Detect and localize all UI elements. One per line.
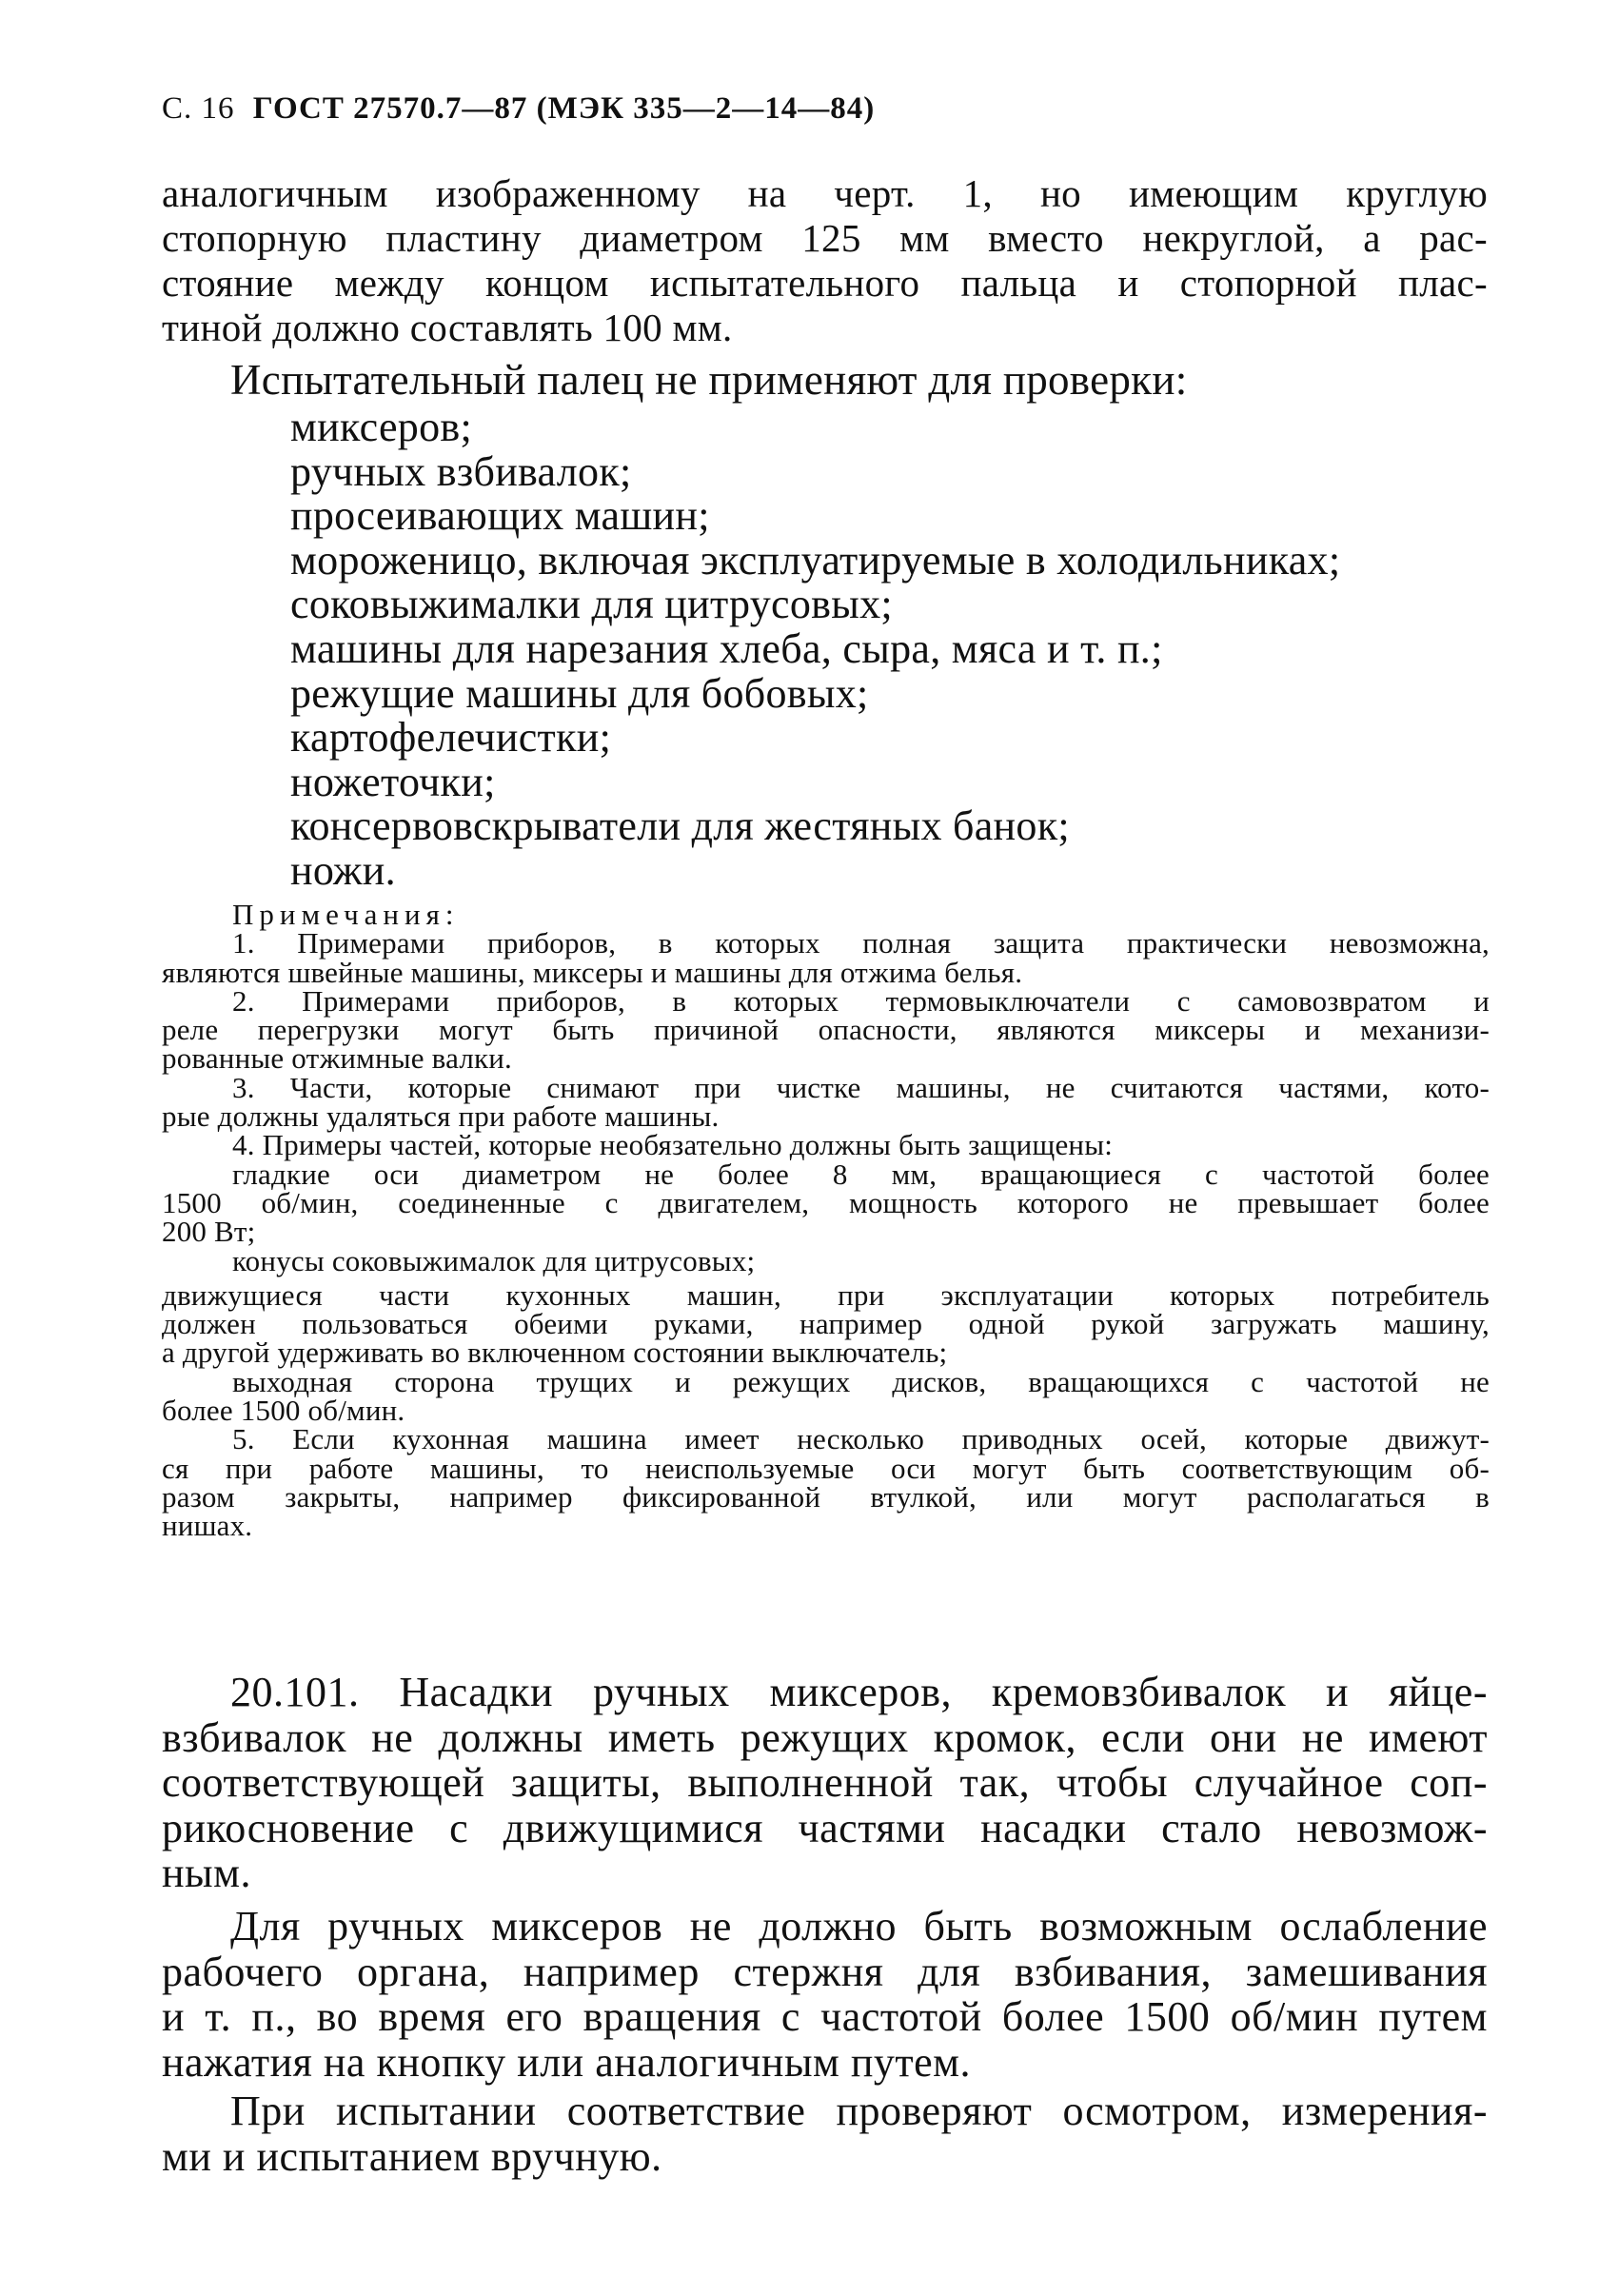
list-item: соковыжималки для цитрусовых; (290, 581, 893, 628)
note-line: рованные отжимные валки. (162, 1041, 513, 1076)
note-line: 2. Примерами приборов, в которых термовыключатели с самовозвратом и (232, 983, 1490, 1018)
list-item: ножи. (290, 846, 396, 894)
text-line: ми и испытанием вручную. (162, 2132, 662, 2180)
note-line: 5. Если кухонная машина имеет несколько приводных осей, которые движут- (232, 1422, 1490, 1456)
list-item: просеивающих машин; (290, 492, 710, 540)
note-line: разом закрыты, например фиксированной втулкой, или могут располагаться в (162, 1479, 1490, 1514)
clause-20-101 (162, 1670, 1488, 1896)
text-line: соответствующей защиты, выполненной так, чтобы случайное соп- (162, 1759, 1488, 1806)
text-line: взбивалок не должны иметь режущих кромок, если они не имеют (162, 1713, 1488, 1761)
list-item: консервовскрыватели для жестяных банок; (290, 802, 1070, 850)
clause-compliance-check (162, 2088, 1488, 2179)
note-line: нишах. (162, 1509, 253, 1543)
clause-hand-mixers (162, 1904, 1488, 2085)
text-line: При испытании соответствие проверяют осмотром, измерения- (230, 2088, 1488, 2134)
page-header (162, 89, 875, 128)
text-line: ным. (162, 1850, 251, 1896)
note-line: более 1500 об/мин. (162, 1394, 405, 1428)
list-item: режущие машины для бобовых; (290, 669, 869, 717)
text-line: Для ручных миксеров не должно быть возможным ослабление (230, 1903, 1488, 1950)
note-line: 1. Примерами приборов, в которых полная защита практически невозможна, (232, 926, 1490, 960)
text-line: 20.101. Насадки ручных миксеров, кремовзбивалок и яйце- (230, 1669, 1488, 1715)
text-line: тиной должно составлять 100 мм. (162, 306, 733, 349)
list-item: машины для нарезания хлеба, сыра, мяса и т. п.; (290, 624, 1163, 672)
note-line: конусы соковыжималок для цитрусовых; (232, 1243, 756, 1277)
note-line: 1500 об/мин, соединенные с двигателем, мощность которого не превышает более (162, 1185, 1490, 1219)
note-line: а другой удерживать во включенном состоянии выключатель; (162, 1336, 948, 1370)
text-line: рикосновение с движущимися частями насадки стало невозмож- (162, 1804, 1488, 1851)
text-line: аналогичным изображенному на черт. 1, но имеющим круглую (162, 171, 1488, 215)
exception-list (290, 406, 1340, 894)
note-line: выходная сторона трущих и режущих дисков, вращающихся с частотой не (232, 1364, 1490, 1398)
note-line: рые должны удаляться при работе машины. (162, 1099, 720, 1134)
notes-heading: Примечания: (232, 898, 460, 931)
note-line: 200 Вт; (162, 1215, 256, 1249)
note-line: должен пользоваться обеими руками, например одной рукой загружать машину, (162, 1307, 1490, 1341)
text-line: нажатия на кнопку или аналогичным путем. (162, 2038, 972, 2086)
intro-paragraph (162, 171, 1488, 350)
text-line: и т. п., во время его вращения с частотой более 1500 об/мин путем (162, 1993, 1488, 2040)
list-item: ручных взбивалок; (290, 447, 632, 495)
note-line: ся при работе машины, то неиспользуемые оси могут быть соответствующим об- (162, 1451, 1490, 1485)
text-line: стояние между концом испытательного пальца и стопорной плас- (162, 261, 1488, 305)
note-line: являются швейные машины, миксеры и машины для отжима белья. (162, 955, 1023, 989)
note-line: 3. Части, которые снимают при чистке машины, не считаются частями, кото- (232, 1070, 1490, 1104)
list-item: ножеточки; (290, 758, 496, 805)
notes-lines (162, 926, 1490, 1543)
note-line: реле перегрузки могут быть причиной опасности, являются миксеры и механизи- (162, 1013, 1490, 1047)
finger-test-heading: Испытательный палец не применяют для проверки: (230, 356, 1188, 404)
text-line: стопорную пластину диаметром 125 мм вместо некруглой, а рас- (162, 216, 1488, 260)
notes-block (162, 898, 1490, 1543)
list-item: мороженицо, включая эксплуатируемые в холодильниках; (290, 536, 1341, 584)
text-line: рабочего органа, например стержня для взбивания, замешивания (162, 1948, 1488, 1995)
standard-designation: ГОСТ 27570.7—87 (МЭК 335—2—14—84) (252, 91, 876, 126)
note-line: гладкие оси диаметром не более 8 мм, вращающиеся с частотой более (232, 1157, 1490, 1191)
list-item: миксеров; (290, 404, 472, 450)
note-line: 4. Примеры частей, которые необязательно должны быть защищены: (232, 1128, 1114, 1162)
page-number: С. 16 (162, 91, 235, 126)
list-item: картофелечистки; (290, 714, 612, 762)
note-line: движущиеся части кухонных машин, при эксплуатации которых потребитель (162, 1277, 1490, 1312)
